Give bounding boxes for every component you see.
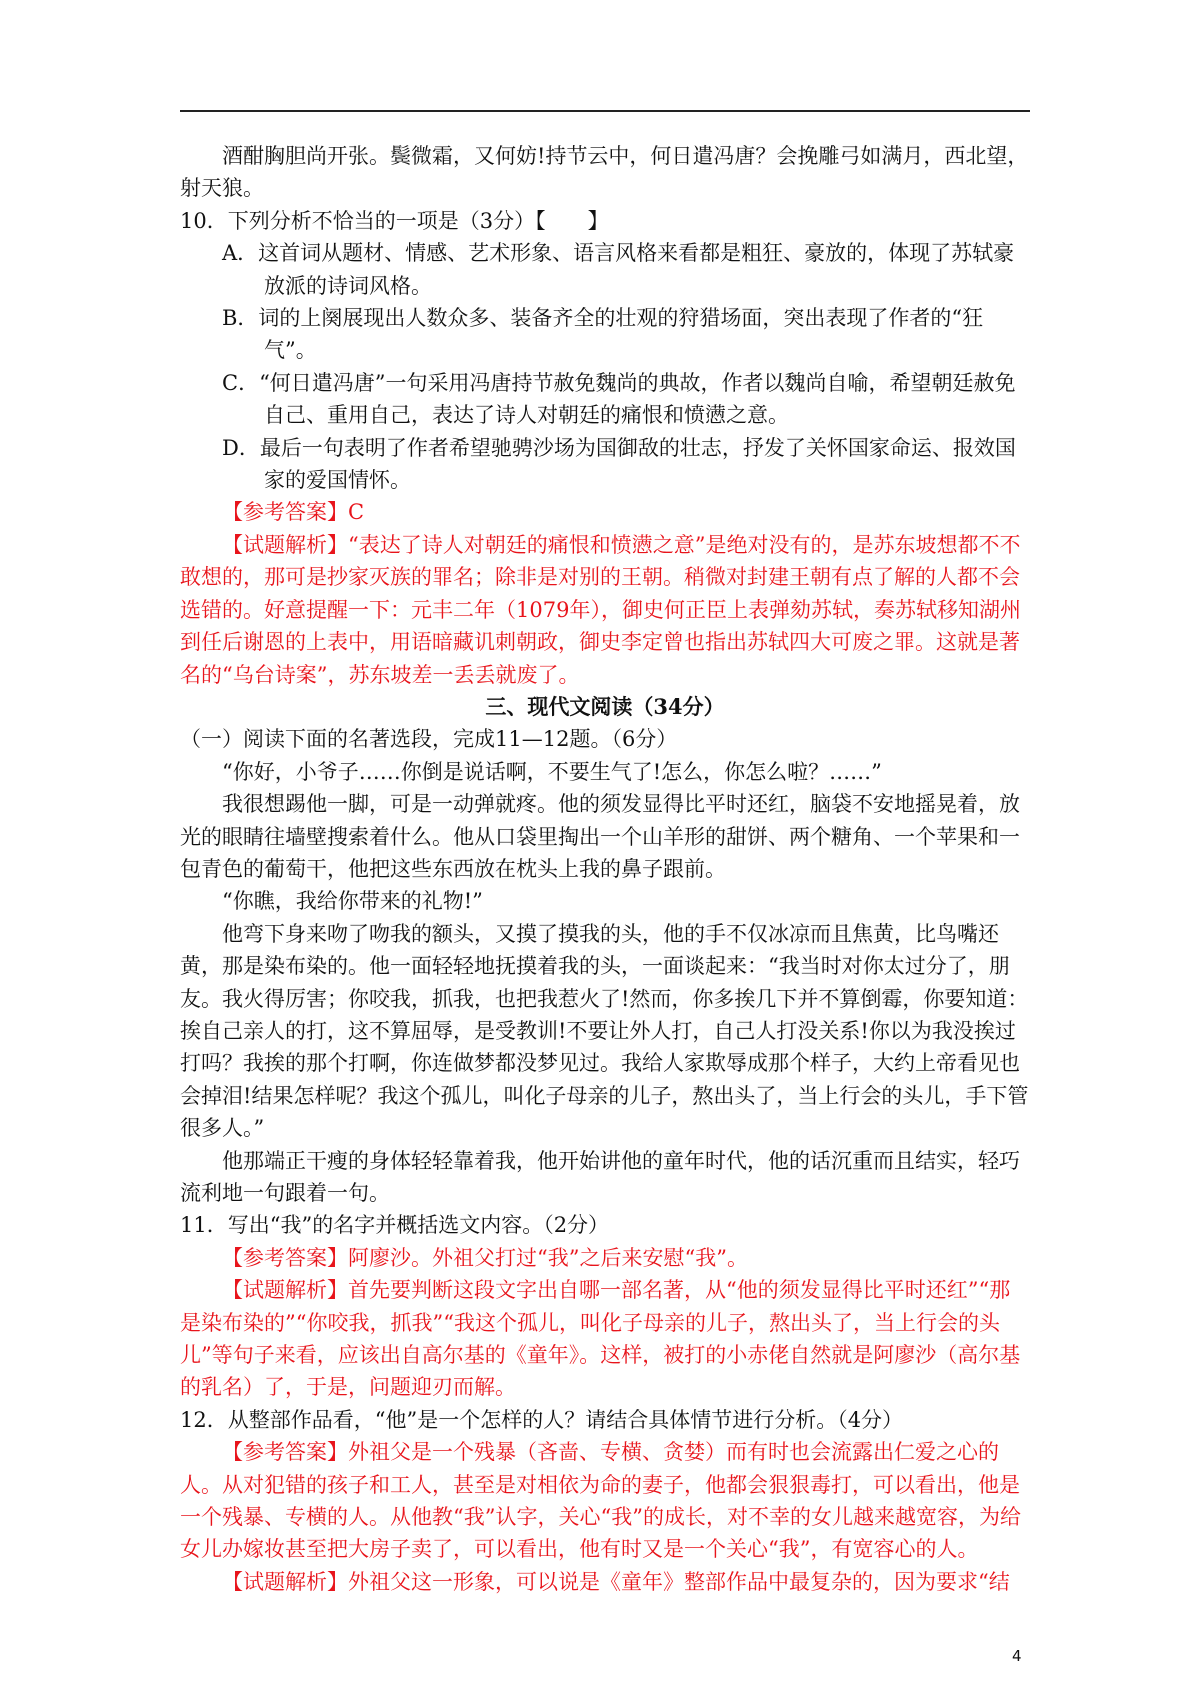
page-content	[180, 140, 1030, 1598]
q11-answer: 【参考答案】阿廖沙。外祖父打过“我”之后来安慰“我”。	[222, 1245, 748, 1270]
page-number: 4	[1012, 1647, 1022, 1665]
passage-paragraph: “你瞧，我给你带来的礼物!”	[222, 889, 483, 914]
q11-analysis: 【试题解析】首先要判断这段文字出自哪一部名著，从“他的须发显得比平时还红”“那是染布染的”“你咬我，抓我”“我这个孤儿，叫化子母亲的儿子，熬出头了，当上行会的头儿”等句子来看，应该出自高尔基的《童年》。这样，被打的小赤佬自然就是阿廖沙（高尔基的乳名）了，于是，问题迎刃而解。	[180, 1278, 1021, 1400]
q12-answer: 【参考答案】外祖父是一个残暴（吝啬、专横、贪婪）而有时也会流露出仁爱之心的人。从对犯错的孩子和工人，甚至是对相依为命的妻子，他都会狠狠毒打，可以看出，他是一个残暴、专横的人。从他教“我”认字，关心“我”的成长，对不幸的女儿越来越宽容，为给女儿办嫁妆甚至把大房子卖了，可以看出，他有时又是一个关心“我”，有宽容心的人。	[180, 1440, 1021, 1562]
passage-paragraph: “你好，小爷子……你倒是说话啊，不要生气了!怎么，你怎么啦？……”	[222, 759, 882, 784]
q10-analysis: 【试题解析】“表达了诗人对朝廷的痛恨和愤懑之意”是绝对没有的，是苏东坡想都不不敢想的，那可是抄家灭族的罪名；除非是对别的王朝。稍微对封建王朝有点了解的人都不会选错的。好意提醒一下：元丰二年（1079年），御史何正臣上表弹劾苏轼，奏苏轼移知湖州到任后谢恩的上表中，用语暗藏讥刺朝政，御史李定曾也指出苏轼四大可废之罪。这就是著名的“乌台诗案”，苏东坡差一丢丢就废了。	[180, 532, 1021, 687]
poem-tail: 酒酣胸胆尚开张。鬓微霜，又何妨!持节云中，何日遣冯唐？会挽雕弓如满月，西北望，射天狼。	[180, 144, 1029, 201]
passage-paragraph: 他弯下身来吻了吻我的额头，又摸了摸我的头，他的手不仅冰凉而且焦黄，比鸟嘴还黄，那是染布染的。他一面轻轻地抚摸着我的头，一面谈起来：“我当时对你太过分了，朋友。我火得厉害；你咬我，抓我，也把我惹火了!然而，你多挨几下并不算倒霉，你要知道：挨自己亲人的打，这不算屈辱，是受教训!不要让外人打，自己人打没关系!你以为我没挨过打吗？我挨的那个打啊，你连做梦都没梦见过。我给人家欺辱成那个样子，大约上帝看见也会掉泪!结果怎样呢？我这个孤儿，叫化子母亲的儿子，熬出头了，当上行会的头儿，手下管很多人。”	[180, 921, 1029, 1141]
passage-paragraph: 他那端正干瘦的身体轻轻靠着我，他开始讲他的童年时代，他的话沉重而且结实，轻巧流利地一句跟着一句。	[180, 1148, 1020, 1205]
q10-option-a: A．这首词从题材、情感、艺术形象、语言风格来看都是粗狂、豪放的，体现了苏轼豪放派的诗词风格。	[222, 241, 1015, 298]
section-heading: 三、现代文阅读（34分）	[485, 693, 725, 719]
q10-option-c: C．“何日遣冯唐”一句采用冯唐持节赦免魏尚的典故，作者以魏尚自喻，希望朝廷赦免自己、重用自己，表达了诗人对朝廷的痛恨和愤懑之意。	[222, 370, 1016, 428]
q11-stem: 11．写出“我”的名字并概括选文内容。（2分）	[180, 1213, 610, 1238]
part1-intro: （一）阅读下面的名著选段，完成11—12题。（6分）	[180, 727, 678, 752]
q10-option-b: B．词的上阕展现出人数众多、装备齐全的壮观的狩猎场面，突出表现了作者的“狂气”。	[222, 306, 984, 363]
q12-analysis: 【试题解析】外祖父这一形象，可以说是《童年》整部作品中最复杂的，因为要求“结	[222, 1569, 1010, 1594]
q10-answer: 【参考答案】C	[222, 500, 365, 525]
header-rule	[180, 110, 1030, 112]
passage-paragraph: 我很想踢他一脚，可是一动弹就疼。他的须发显得比平时还红，脑袋不安地摇晃着，放光的眼睛往墙壁搜索着什么。他从口袋里掏出一个山羊形的甜饼、两个糖角、一个苹果和一包青色的葡萄干，他把这些东西放在枕头上我的鼻子跟前。	[180, 792, 1020, 881]
q10-option-d: D．最后一句表明了作者希望驰骋沙场为国御敌的壮志，抒发了关怀国家命运、报效国家的爱国情怀。	[222, 435, 1016, 493]
q10-stem: 10．下列分析不恰当的一项是（3分）【 】	[180, 208, 609, 233]
q12-stem: 12．从整部作品看，“他”是一个怎样的人？请结合具体情节进行分析。（4分）	[180, 1407, 904, 1432]
